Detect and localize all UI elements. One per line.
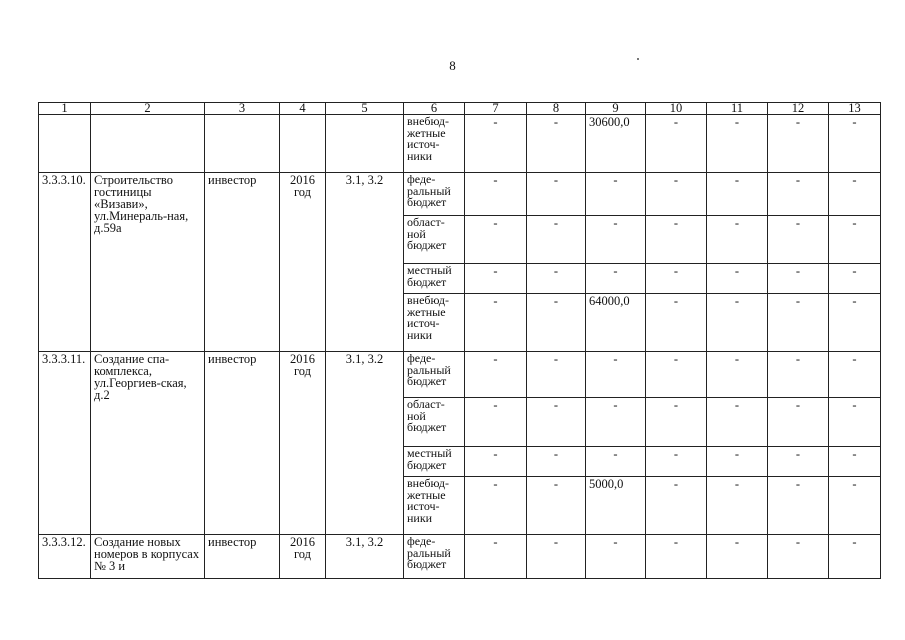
dash-cell: - <box>586 447 646 477</box>
dash-cell: - <box>707 216 768 264</box>
header-cell: 3 <box>205 103 280 115</box>
dash-cell: - <box>829 447 881 477</box>
funding-source: феде-ральный бюджет <box>404 173 465 216</box>
dash-cell: - <box>829 173 881 216</box>
dash-cell: - <box>646 294 707 352</box>
header-cell: 2 <box>91 103 205 115</box>
item-name: Создание спа-комплекса, ул.Георгиев-ская, д.2 <box>91 352 205 535</box>
item-number: 3.3.3.10. <box>39 173 91 352</box>
table-row <box>39 173 881 216</box>
dash-cell: - <box>465 477 527 535</box>
funding-source: феде-ральный бюджет <box>404 352 465 398</box>
header-row <box>39 103 881 115</box>
item-year: 2016 год <box>280 535 326 579</box>
header-cell: 5 <box>326 103 404 115</box>
dash-cell: - <box>586 216 646 264</box>
empty-cell <box>39 115 91 173</box>
dash-cell: - <box>646 173 707 216</box>
header-cell: 12 <box>768 103 829 115</box>
dash-cell: - <box>527 173 586 216</box>
dash-cell: - <box>527 477 586 535</box>
empty-cell <box>91 115 205 173</box>
dash-cell: - <box>527 352 586 398</box>
item-number: 3.3.3.11. <box>39 352 91 535</box>
dash-cell: - <box>768 173 829 216</box>
dash-cell: - <box>768 115 829 173</box>
dash-cell: - <box>829 477 881 535</box>
dash-cell: - <box>465 216 527 264</box>
dash-cell: - <box>527 264 586 294</box>
dash-cell: - <box>768 447 829 477</box>
dash-cell: - <box>527 398 586 447</box>
item-executor: инвестор <box>205 173 280 352</box>
amount-cell: 64000,0 <box>586 294 646 352</box>
dash-cell: - <box>646 535 707 579</box>
dash-cell: - <box>707 264 768 294</box>
dash-cell: - <box>829 264 881 294</box>
dash-cell: - <box>527 115 586 173</box>
header-cell: 4 <box>280 103 326 115</box>
dash-cell: - <box>527 535 586 579</box>
scan-speck <box>637 58 639 60</box>
dash-cell: - <box>586 173 646 216</box>
dash-cell: - <box>586 535 646 579</box>
funding-source: област-ной бюджет <box>404 398 465 447</box>
header-cell: 8 <box>527 103 586 115</box>
header-cell: 11 <box>707 103 768 115</box>
dash-cell: - <box>829 535 881 579</box>
dash-cell: - <box>707 535 768 579</box>
dash-cell: - <box>527 447 586 477</box>
budget-table <box>38 102 881 579</box>
dash-cell: - <box>646 115 707 173</box>
dash-cell: - <box>829 115 881 173</box>
dash-cell: - <box>646 477 707 535</box>
item-year: 2016 год <box>280 352 326 535</box>
dash-cell: - <box>527 216 586 264</box>
item-year: 2016 год <box>280 173 326 352</box>
dash-cell: - <box>465 352 527 398</box>
table-row <box>39 115 881 173</box>
dash-cell: - <box>768 264 829 294</box>
dash-cell: - <box>646 447 707 477</box>
dash-cell: - <box>829 352 881 398</box>
dash-cell: - <box>707 115 768 173</box>
dash-cell: - <box>465 173 527 216</box>
dash-cell: - <box>465 294 527 352</box>
header-cell: 13 <box>829 103 881 115</box>
dash-cell: - <box>707 398 768 447</box>
empty-cell <box>280 115 326 173</box>
dash-cell: - <box>646 398 707 447</box>
dash-cell: - <box>829 216 881 264</box>
item-goals: 3.1, 3.2 <box>326 535 404 579</box>
funding-source: феде-ральный бюджет <box>404 535 465 579</box>
dash-cell: - <box>829 398 881 447</box>
header-cell: 7 <box>465 103 527 115</box>
item-number: 3.3.3.12. <box>39 535 91 579</box>
dash-cell: - <box>465 264 527 294</box>
empty-cell <box>205 115 280 173</box>
dash-cell: - <box>707 477 768 535</box>
dash-cell: - <box>646 352 707 398</box>
dash-cell: - <box>527 294 586 352</box>
empty-cell <box>326 115 404 173</box>
item-executor: инвестор <box>205 535 280 579</box>
dash-cell: - <box>465 398 527 447</box>
table-row <box>39 535 881 579</box>
dash-cell: - <box>768 352 829 398</box>
header-cell: 6 <box>404 103 465 115</box>
dash-cell: - <box>465 535 527 579</box>
dash-cell: - <box>465 447 527 477</box>
dash-cell: - <box>768 398 829 447</box>
dash-cell: - <box>586 264 646 294</box>
dash-cell: - <box>768 294 829 352</box>
table-row <box>39 352 881 398</box>
item-executor: инвестор <box>205 352 280 535</box>
funding-source: внебюд-жетные источ-ники <box>404 477 465 535</box>
dash-cell: - <box>707 352 768 398</box>
dash-cell: - <box>646 216 707 264</box>
dash-cell: - <box>646 264 707 294</box>
dash-cell: - <box>768 535 829 579</box>
header-cell: 1 <box>39 103 91 115</box>
dash-cell: - <box>707 173 768 216</box>
funding-source: внебюд-жетные источ-ники <box>404 294 465 352</box>
item-goals: 3.1, 3.2 <box>326 352 404 535</box>
dash-cell: - <box>586 352 646 398</box>
item-goals: 3.1, 3.2 <box>326 173 404 352</box>
dash-cell: - <box>829 294 881 352</box>
dash-cell: - <box>707 294 768 352</box>
dash-cell: - <box>586 398 646 447</box>
funding-source: местный бюджет <box>404 447 465 477</box>
item-name: Создание новых номеров в корпусах № 3 и <box>91 535 205 579</box>
page-number: 8 <box>449 58 456 73</box>
funding-source: внебюд-жетные источ-ники <box>404 115 465 173</box>
amount-cell: 5000,0 <box>586 477 646 535</box>
dash-cell: - <box>465 115 527 173</box>
dash-cell: - <box>768 216 829 264</box>
header-cell: 10 <box>646 103 707 115</box>
dash-cell: - <box>707 447 768 477</box>
dash-cell: - <box>768 477 829 535</box>
funding-source: област-ной бюджет <box>404 216 465 264</box>
funding-source: местный бюджет <box>404 264 465 294</box>
item-name: Строительство гостиницы «Визави», ул.Минераль-ная, д.59а <box>91 173 205 352</box>
header-cell: 9 <box>586 103 646 115</box>
amount-cell: 30600,0 <box>586 115 646 173</box>
